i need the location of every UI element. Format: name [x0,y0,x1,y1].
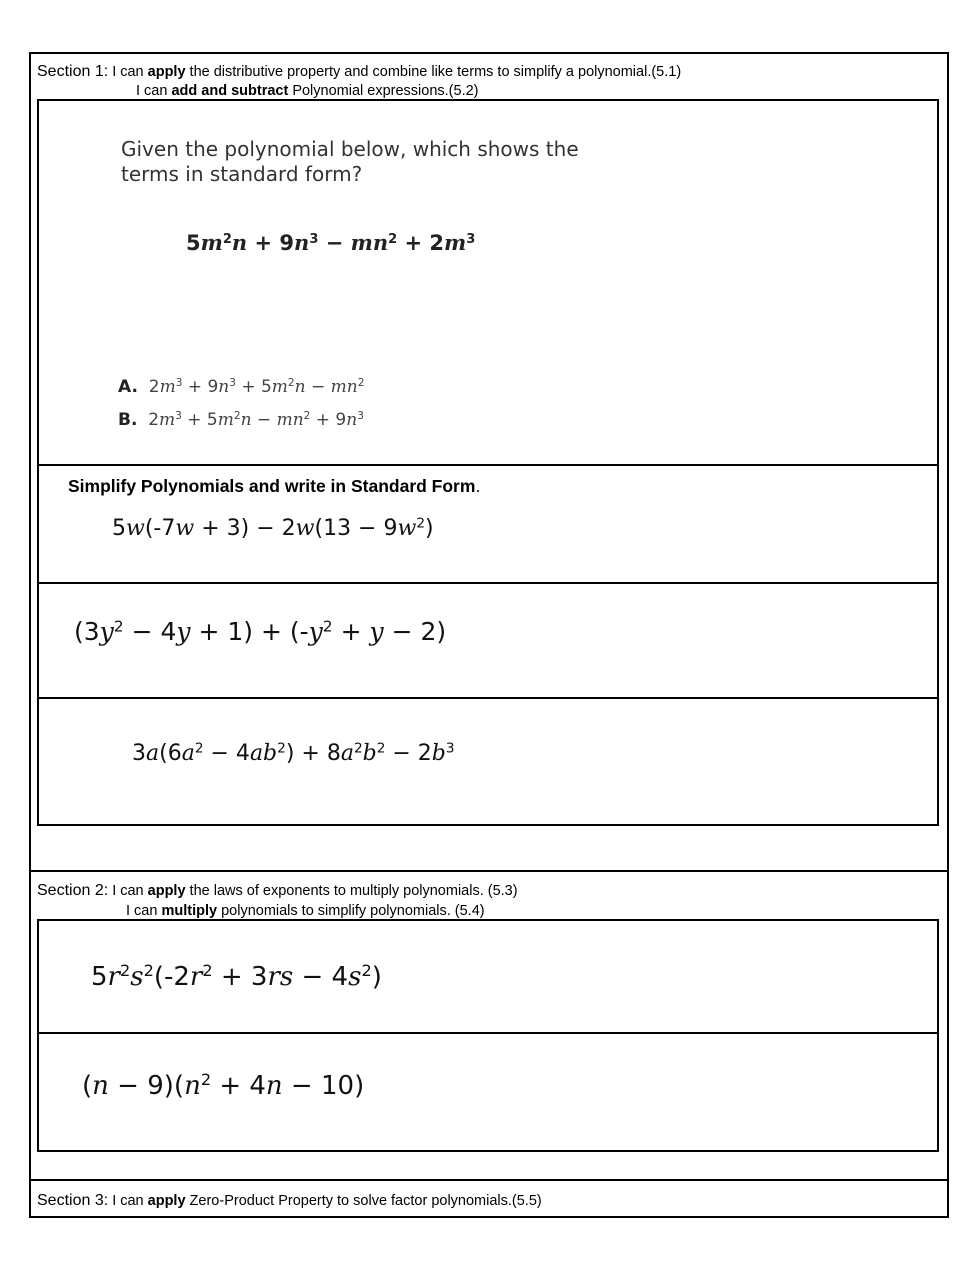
row-divider [39,697,937,699]
section2-problem-box [37,919,939,1152]
problem-4: $5r^2s^2(-2r^2 + 3rs - 4s^2)$ [91,961,382,992]
section-divider [29,870,949,872]
question-line-1: Given the polynomial below, which shows the [121,137,579,161]
section1-label: Section 1: [37,63,109,80]
section1-objective-2: I can add and subtract Polynomial expressions.(5.2) [136,83,479,99]
section2-label: Section 2: [37,882,109,899]
problem-3: $3a(6a^2 - 4ab^2) + 8a^2b^2 - 2b^3$ [132,740,455,766]
section2-objective-2: I can multiply polynomials to simplify polynomials. (5.4) [126,903,485,919]
section1-header: Section 1: I can apply the distributive property and combine like terms to simplify a polynomial.(5.1) [37,63,682,80]
row-divider [39,1032,937,1034]
section2-header: Section 2: I can apply the laws of exponents to multiply polynomials. (5.3) [37,882,518,899]
simplify-heading: Simplify Polynomials and write in Standard Form. [68,476,481,496]
section3-label: Section 3: [37,1192,109,1209]
choice-a[interactable]: A. $2m^3 + 9n^3 + 5m^2n - mn^2$ [118,377,365,397]
choice-b[interactable]: B. $2m^3 + 5m^2n - mn^2 + 9n^3$ [118,410,364,430]
section3-header: Section 3: I can apply Zero-Product Property to solve factor polynomials.(5.5) [37,1192,542,1209]
section1-problem-box [37,99,939,826]
question-line-2: terms in standard form? [121,162,363,186]
row-divider [39,582,937,584]
problem-1: $5w(-7w + 3) - 2w(13 - 9w^2)$ [112,515,434,541]
problem-2: $(3y^2 - 4y + 1) + (-y^2 + y - 2)$ [74,617,447,646]
row-divider [39,464,937,466]
section-divider [29,1179,949,1181]
given-polynomial: $5m^2n + 9n^3 - mn^2 + 2m^3$ [186,230,476,255]
problem-5: $(n - 9)(n^2 + 4n - 10)$ [82,1070,365,1101]
